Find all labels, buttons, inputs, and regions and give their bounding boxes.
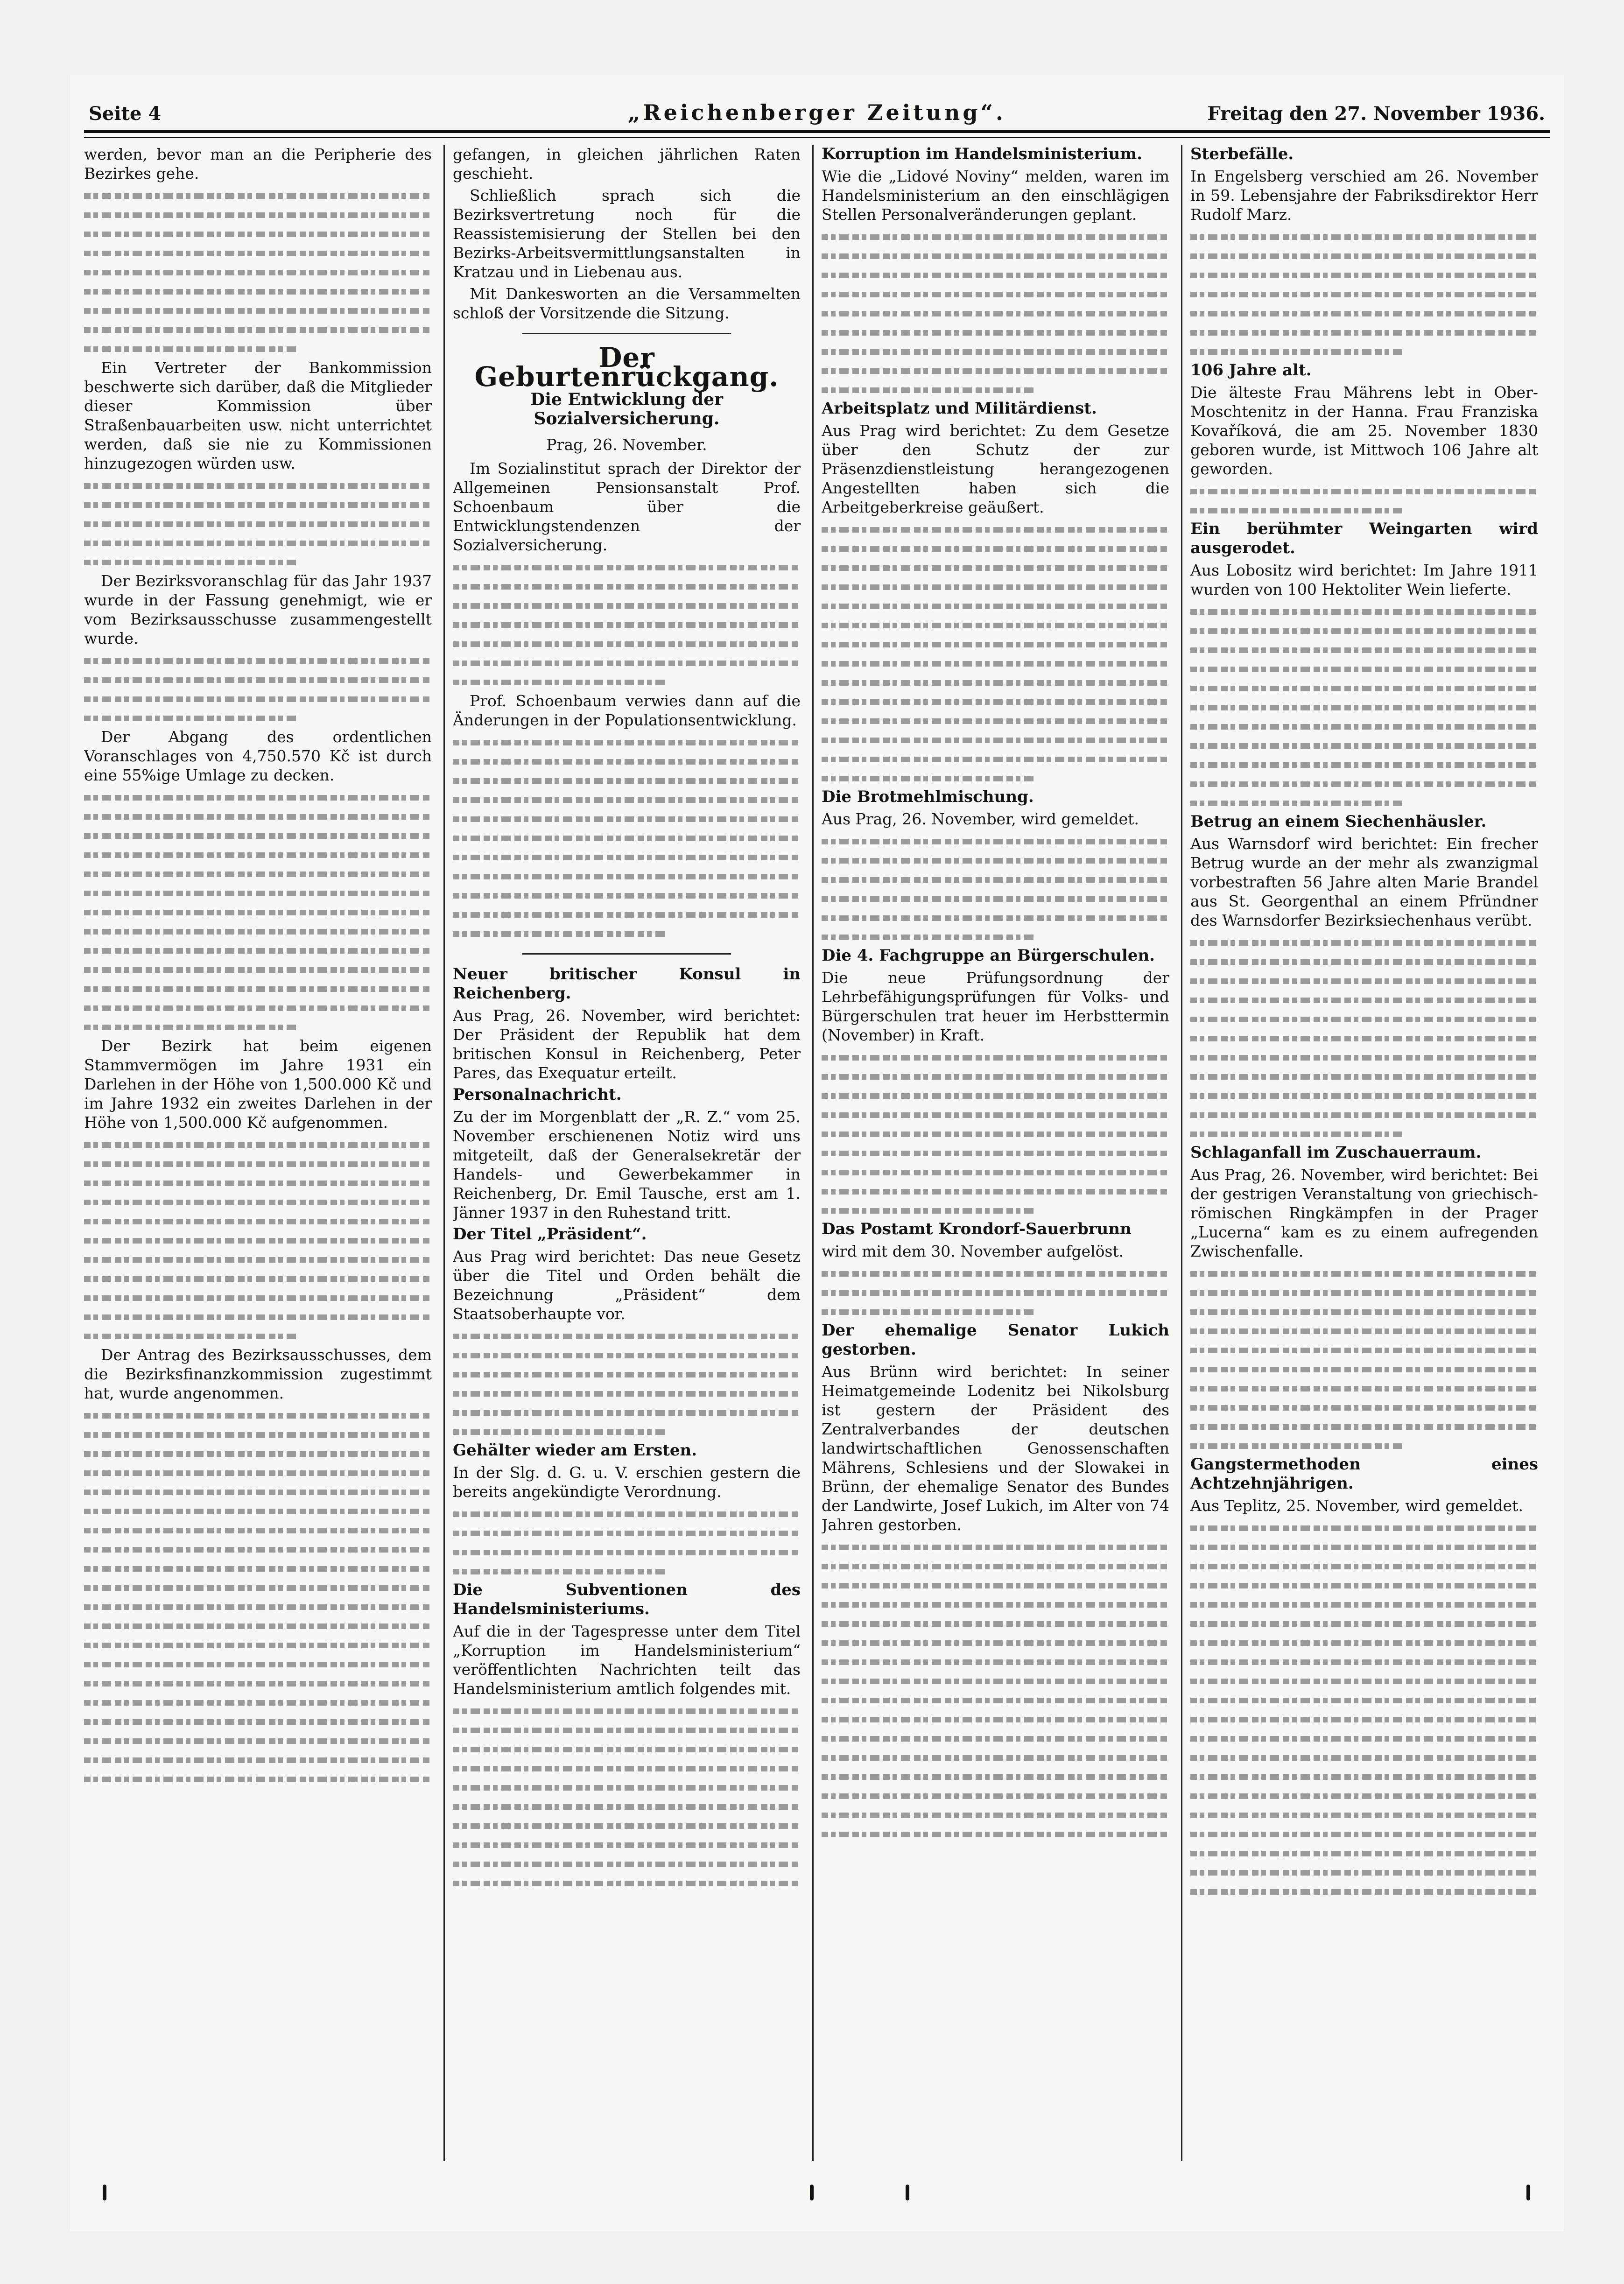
illegible-line bbox=[1190, 1595, 1538, 1614]
illegible-line bbox=[453, 1778, 801, 1797]
issue-date: Freitag den 27. November 1936. bbox=[1207, 103, 1545, 125]
illegible-line bbox=[822, 380, 1037, 399]
illegible-line bbox=[453, 1797, 801, 1816]
news-headline: Die Brotmehlmischung. bbox=[822, 787, 1034, 806]
news-headline: Das Postamt Krondorf-Sauerbrunn bbox=[822, 1220, 1132, 1238]
illegible-line bbox=[84, 1192, 432, 1211]
illegible-line bbox=[822, 634, 1169, 654]
illegible-line bbox=[1190, 1824, 1538, 1843]
illegible-line bbox=[84, 281, 432, 301]
illegible-line bbox=[453, 847, 801, 866]
illegible-line bbox=[822, 1729, 1169, 1748]
illegible-line bbox=[1190, 1105, 1538, 1124]
illegible-line bbox=[453, 653, 801, 672]
col3-paragraph: Die neue Prüfungsordnung der Lehrbefähigungsprüfungen für Volks- und Bürgerschulen trat heuer im Herbsttermin (November) in Kraft. bbox=[822, 969, 1169, 1044]
illegible-line bbox=[822, 673, 1169, 692]
news-headline: Sterbefälle. bbox=[1190, 145, 1294, 163]
illegible-line bbox=[453, 1403, 801, 1422]
illegible-line bbox=[822, 1143, 1169, 1162]
masthead-rule bbox=[84, 130, 1550, 133]
illegible-line bbox=[822, 1652, 1169, 1671]
illegible-line bbox=[84, 514, 432, 533]
col2-paragraph: Prof. Schoenbaum verwies dann auf die Änderungen in der Populationsentwicklung. bbox=[453, 692, 801, 729]
illegible-line bbox=[822, 1671, 1169, 1690]
illegible-line bbox=[84, 1616, 432, 1635]
illegible-line bbox=[822, 908, 1169, 927]
news-headline: Personalnachricht. bbox=[453, 1085, 622, 1104]
illegible-line bbox=[84, 1520, 432, 1539]
illegible-line bbox=[1190, 933, 1538, 952]
illegible-line bbox=[1190, 755, 1538, 774]
illegible-line bbox=[822, 711, 1169, 730]
illegible-line bbox=[822, 1575, 1169, 1595]
illegible-line bbox=[84, 1135, 432, 1154]
illegible-line bbox=[453, 1758, 801, 1778]
illegible-line bbox=[1190, 774, 1538, 793]
illegible-line bbox=[822, 615, 1169, 634]
news-headline: Der ehemalige Senator Lukich gestorben. bbox=[822, 1321, 1169, 1359]
illegible-line bbox=[822, 1786, 1169, 1805]
illegible-line bbox=[84, 1712, 432, 1731]
illegible-line bbox=[822, 850, 1169, 870]
illegible-line bbox=[822, 520, 1169, 539]
illegible-line bbox=[84, 1769, 432, 1788]
news-headline: 106 Jahre alt. bbox=[1190, 361, 1312, 379]
column-rule bbox=[812, 145, 814, 2161]
news-headline: Gehälter wieder am Ersten. bbox=[453, 1441, 697, 1460]
illegible-line bbox=[84, 921, 432, 941]
illegible-line bbox=[1190, 1321, 1538, 1340]
article-subheadline: Die Entwicklung der Sozialversicherung. bbox=[530, 390, 723, 429]
news-headline: Der Titel „Präsident“. bbox=[453, 1225, 647, 1244]
col1-paragraph: Der Bezirksvoranschlag für das Jahr 1937 wurde in der Fassung genehmigt, wie er vom Bezirksausschusse zusammengestellt wurde. bbox=[84, 572, 432, 647]
illegible-line bbox=[1190, 1359, 1538, 1378]
illegible-line bbox=[84, 979, 432, 998]
illegible-line bbox=[822, 596, 1169, 615]
illegible-line bbox=[1190, 793, 1406, 812]
illegible-line bbox=[1190, 736, 1538, 755]
illegible-line bbox=[1190, 1786, 1538, 1805]
col4-paragraph: Die älteste Frau Mährens lebt in Ober-Moschtenitz in der Hanna. Frau Franziska Kovaříková, die am 25. November 1830 geboren wurde, ist Mittwoch 106 Jahre alt geworden. bbox=[1190, 383, 1538, 478]
illegible-line bbox=[1190, 1086, 1538, 1105]
illegible-line bbox=[822, 654, 1169, 673]
col2-paragraph: Auf die in der Tagespresse unter dem Titel „Korruption im Handelsministerium“ veröffentlichten Nachrichten teilt das Handelsministerium amtlich folgendes mit. bbox=[453, 1622, 801, 1698]
illegible-line bbox=[1190, 1614, 1538, 1633]
illegible-line bbox=[84, 339, 300, 358]
illegible-line bbox=[822, 303, 1169, 323]
illegible-line bbox=[1190, 1729, 1538, 1748]
illegible-line bbox=[1190, 500, 1406, 520]
illegible-line bbox=[453, 1384, 801, 1403]
col2-paragraph: In der Slg. d. G. u. V. erschien gestern die bereits angekündigte Verordnung. bbox=[453, 1463, 801, 1501]
illegible-line bbox=[1190, 990, 1538, 1009]
illegible-line bbox=[84, 1250, 432, 1269]
illegible-line bbox=[1190, 1067, 1538, 1086]
illegible-line bbox=[822, 1283, 1169, 1302]
illegible-line bbox=[822, 889, 1169, 908]
illegible-line bbox=[822, 323, 1169, 342]
col1-paragraph: Ein Vertreter der Bankommission beschwerte sich darüber, daß die Mitglieder dieser Kommission über Straßenbauarbeiten usw. nicht unterrichtet werden, daß sie nie zu Kommissionen hinzugezogen würden usw. bbox=[84, 358, 432, 472]
illegible-line bbox=[84, 1635, 432, 1654]
news-headline: Arbeitsplatz und Militärdienst. bbox=[822, 399, 1097, 418]
col3-paragraph: Aus Prag wird berichtet: Zu dem Gesetze über den Schutz der zur Präsenzdienstleistung herangezogenen Angestellten haben sich die Arbeitgeberkreise geäußert. bbox=[822, 422, 1169, 516]
illegible-line bbox=[453, 596, 801, 615]
illegible-line bbox=[84, 320, 432, 339]
illegible-line bbox=[84, 960, 432, 979]
illegible-line bbox=[84, 533, 432, 552]
illegible-line bbox=[1190, 1398, 1538, 1417]
illegible-line bbox=[822, 246, 1169, 265]
illegible-line bbox=[1190, 284, 1538, 303]
illegible-line bbox=[84, 1539, 432, 1559]
col2-paragraph: Aus Prag wird berichtet: Das neue Gesetz über die Titel und Orden behält die Bezeichnung „Präsident“ dem Staatsoberhaupte vor. bbox=[453, 1247, 801, 1323]
newspaper-title: „Reichenberger Zeitung“. bbox=[627, 100, 1006, 125]
illegible-line bbox=[84, 1673, 432, 1693]
illegible-line bbox=[84, 845, 432, 864]
article-dateline: Prag, 26. November. bbox=[546, 436, 707, 454]
illegible-line bbox=[453, 771, 801, 790]
illegible-line bbox=[822, 1633, 1169, 1652]
illegible-line bbox=[1190, 1417, 1538, 1436]
illegible-line bbox=[84, 787, 432, 807]
illegible-line bbox=[84, 651, 432, 670]
col4-paragraph: Aus Prag, 26. November, wird berichtet: Bei der gestrigen Veranstaltung von griechisch-römischen Ringkämpfen in der Prager „Lucerna“ kam es zu einem aufregenden Zwischenfalle. bbox=[1190, 1166, 1538, 1260]
illegible-line bbox=[822, 1302, 1037, 1321]
illegible-line bbox=[84, 552, 300, 571]
column-3 bbox=[822, 145, 1169, 2152]
illegible-line bbox=[453, 576, 801, 596]
illegible-line bbox=[1190, 1009, 1538, 1028]
illegible-line bbox=[453, 672, 668, 691]
illegible-line bbox=[453, 1739, 801, 1758]
illegible-line bbox=[84, 998, 432, 1017]
illegible-line bbox=[453, 1873, 801, 1892]
illegible-line bbox=[453, 1422, 668, 1441]
illegible-line bbox=[84, 670, 432, 689]
illegible-line bbox=[84, 243, 432, 262]
col3-paragraph: wird mit dem 30. November aufgelöst. bbox=[822, 1242, 1124, 1260]
illegible-line bbox=[453, 1701, 801, 1720]
illegible-line bbox=[822, 577, 1169, 596]
illegible-line bbox=[453, 1326, 801, 1345]
illegible-line bbox=[84, 1307, 432, 1326]
illegible-line bbox=[1190, 952, 1538, 971]
illegible-line bbox=[1190, 1767, 1538, 1786]
column-1 bbox=[84, 145, 432, 2152]
illegible-line bbox=[1190, 1843, 1538, 1862]
illegible-line bbox=[1190, 1805, 1538, 1824]
col1-paragraph: Der Bezirk hat beim eigenen Stammvermögen im Jahre 1931 ein Darlehen in der Höhe von 1,500.000 Kč und im Jahre 1932 ein zweites Darlehen in der Höhe von 1,500.000 Kč aufgenommen. bbox=[84, 1037, 432, 1131]
illegible-line bbox=[84, 1654, 432, 1673]
illegible-line bbox=[822, 1824, 1169, 1843]
illegible-line bbox=[822, 1105, 1169, 1124]
illegible-line bbox=[1190, 1882, 1538, 1901]
illegible-line bbox=[453, 1561, 668, 1581]
illegible-line bbox=[453, 809, 801, 828]
illegible-line bbox=[1190, 697, 1538, 717]
illegible-line bbox=[1190, 303, 1538, 323]
illegible-line bbox=[822, 730, 1169, 749]
illegible-line bbox=[822, 1709, 1169, 1729]
illegible-line bbox=[84, 1017, 300, 1036]
illegible-line bbox=[84, 807, 432, 826]
illegible-line bbox=[84, 1597, 432, 1616]
illegible-line bbox=[84, 1154, 432, 1173]
register-mark bbox=[810, 2185, 814, 2200]
news-headline: Die 4. Fachgruppe an Bürgerschulen. bbox=[822, 946, 1155, 965]
illegible-line bbox=[1190, 621, 1538, 640]
column-rule bbox=[1181, 145, 1182, 2161]
illegible-line bbox=[84, 1406, 432, 1425]
news-headline: Die Subventionen des Handelsministeriums. bbox=[453, 1581, 801, 1618]
illegible-line bbox=[822, 1124, 1169, 1143]
illegible-line bbox=[822, 1690, 1169, 1709]
illegible-line bbox=[453, 1364, 801, 1384]
illegible-line bbox=[822, 1067, 1169, 1086]
illegible-line bbox=[1190, 1709, 1538, 1729]
col2-paragraph: Im Sozialinstitut sprach der Direktor der Allgemeinen Pensionsanstalt Prof. Schoenbaum über die Entwicklungstendenzen der Sozialversicherung. bbox=[453, 459, 801, 554]
article-headline: Der Geburtenrückgang. bbox=[474, 342, 779, 393]
illegible-line bbox=[1190, 1283, 1538, 1302]
illegible-line bbox=[453, 1345, 801, 1364]
col3-paragraph: Aus Prag, 26. November, wird gemeldet. bbox=[822, 810, 1139, 828]
illegible-line bbox=[453, 557, 801, 576]
illegible-line bbox=[84, 301, 432, 320]
col4-paragraph: Aus Lobositz wird berichtet: Im Jahre 1911 wurden von 100 Hektoliter Wein lieferte. bbox=[1190, 561, 1538, 598]
illegible-line bbox=[453, 924, 668, 943]
illegible-line bbox=[453, 615, 801, 634]
illegible-line bbox=[822, 558, 1169, 577]
illegible-line bbox=[84, 1211, 432, 1230]
illegible-line bbox=[453, 732, 801, 752]
illegible-line bbox=[84, 262, 432, 281]
illegible-line bbox=[84, 689, 432, 708]
illegible-line bbox=[822, 227, 1169, 246]
col2-paragraph: Schließlich sprach sich die Bezirksvertretung noch für die Reassistemisierung der Stellen bei den Bezirks-Arbeitsvermittlungsanstalten in Kratzau und in Liebenau aus. bbox=[453, 186, 801, 281]
illegible-line bbox=[84, 1230, 432, 1250]
illegible-line bbox=[453, 752, 801, 771]
illegible-line bbox=[84, 1288, 432, 1307]
illegible-line bbox=[822, 1162, 1169, 1181]
illegible-line bbox=[822, 1614, 1169, 1633]
illegible-line bbox=[453, 1816, 801, 1835]
illegible-line bbox=[822, 768, 1037, 787]
illegible-line bbox=[84, 1269, 432, 1288]
illegible-line bbox=[84, 186, 432, 205]
col2-paragraph: Mit Dankesworten an die Versammelten schloß der Vorsitzende die Sitzung. bbox=[453, 285, 801, 322]
illegible-line bbox=[1190, 659, 1538, 678]
illegible-line bbox=[84, 1693, 432, 1712]
illegible-line bbox=[453, 866, 801, 885]
illegible-line bbox=[822, 692, 1169, 711]
illegible-line bbox=[1190, 227, 1538, 246]
masthead-rule-thin bbox=[84, 137, 1550, 138]
article-separator bbox=[522, 333, 731, 334]
illegible-line bbox=[84, 864, 432, 883]
illegible-line bbox=[1190, 1028, 1538, 1047]
illegible-line bbox=[453, 828, 801, 847]
column-rule bbox=[443, 145, 445, 2161]
bottom-register-marks bbox=[70, 2185, 1564, 2213]
illegible-line bbox=[822, 1086, 1169, 1105]
illegible-line bbox=[1190, 1124, 1406, 1143]
illegible-line bbox=[822, 539, 1169, 558]
illegible-line bbox=[822, 831, 1169, 850]
illegible-line bbox=[822, 1181, 1169, 1201]
illegible-line bbox=[84, 1501, 432, 1520]
news-headline: Betrug an einem Siechenhäusler. bbox=[1190, 812, 1487, 831]
illegible-line bbox=[84, 708, 300, 727]
illegible-line bbox=[1190, 678, 1538, 697]
illegible-line bbox=[1190, 1436, 1406, 1455]
illegible-line bbox=[822, 1201, 1037, 1220]
col4-paragraph: In Engelsberg verschied am 26. November in 59. Lebensjahre der Fabriksdirektor Herr Rudolf Marz. bbox=[1190, 167, 1538, 224]
col2-paragraph: gefangen, in gleichen jährlichen Raten geschieht. bbox=[453, 145, 801, 183]
illegible-line bbox=[1190, 1518, 1538, 1537]
illegible-line bbox=[822, 1556, 1169, 1575]
illegible-line bbox=[84, 224, 432, 243]
illegible-line bbox=[84, 1326, 300, 1345]
illegible-line bbox=[84, 205, 432, 224]
illegible-line bbox=[822, 1595, 1169, 1614]
illegible-line bbox=[453, 634, 801, 653]
illegible-line bbox=[822, 361, 1169, 380]
illegible-line bbox=[453, 790, 801, 809]
illegible-line bbox=[1190, 1537, 1538, 1556]
illegible-line bbox=[453, 1504, 801, 1523]
illegible-line bbox=[1190, 323, 1538, 342]
illegible-line bbox=[1190, 1633, 1538, 1652]
illegible-line bbox=[84, 826, 432, 845]
illegible-line bbox=[822, 749, 1169, 768]
illegible-line bbox=[822, 870, 1169, 889]
illegible-line bbox=[84, 883, 432, 902]
illegible-line bbox=[453, 1523, 801, 1542]
illegible-line bbox=[1190, 717, 1538, 736]
illegible-line bbox=[84, 495, 432, 514]
col2-paragraph: Zu der im Morgenblatt der „R. Z.“ vom 25. November erschienenen Notiz wird uns mitgeteilt, daß der Generalsekretär der Handels- und Gewerbekammer in Reichenberg, Dr. Emil Tausche, erst am 1. Jänner 1937 in den Ruhestand tritt. bbox=[453, 1108, 801, 1222]
illegible-line bbox=[1190, 1671, 1538, 1690]
illegible-line bbox=[453, 1854, 801, 1873]
illegible-line bbox=[1190, 1047, 1538, 1067]
register-mark bbox=[906, 2185, 909, 2200]
illegible-line bbox=[84, 1559, 432, 1578]
illegible-line bbox=[84, 1425, 432, 1444]
register-mark bbox=[1526, 2185, 1530, 2200]
illegible-line bbox=[453, 885, 801, 905]
illegible-line bbox=[1190, 1652, 1538, 1671]
page-number: Seite 4 bbox=[89, 103, 162, 125]
illegible-line bbox=[453, 1542, 801, 1561]
illegible-line bbox=[84, 1482, 432, 1501]
illegible-line bbox=[84, 476, 432, 495]
register-mark bbox=[103, 2185, 106, 2200]
illegible-line bbox=[84, 1173, 432, 1192]
illegible-line bbox=[1190, 1748, 1538, 1767]
col3-paragraph: Aus Brünn wird berichtet: In seiner Heimatgemeinde Lodenitz bei Nikolsburg ist gestern der Präsident des Zentralverbandes der deutschen landwirtschaftlichen Genossenschaften Mährens, Schlesiens und der Slowakei in Brünn, der ehemalige Senator des Bundes der Landwirte, Josef Lukich, im Alter von 74 Jahren gestorben. bbox=[822, 1363, 1169, 1534]
illegible-line bbox=[1190, 1264, 1538, 1283]
illegible-line bbox=[822, 1805, 1169, 1824]
col1-paragraph: Der Antrag des Bezirksausschusses, dem die Bezirksfinanzkommission zugestimmt hat, wurde angenommen. bbox=[84, 1346, 432, 1402]
illegible-line bbox=[84, 1750, 432, 1769]
column-2 bbox=[453, 145, 801, 2152]
col4-paragraph: Aus Teplitz, 25. November, wird gemeldet. bbox=[1190, 1497, 1523, 1515]
illegible-line bbox=[822, 927, 1037, 946]
illegible-line bbox=[84, 1578, 432, 1597]
illegible-line bbox=[1190, 1862, 1538, 1882]
illegible-line bbox=[1190, 1575, 1538, 1595]
illegible-line bbox=[1190, 1302, 1538, 1321]
illegible-line bbox=[822, 1264, 1169, 1283]
illegible-line bbox=[84, 1731, 432, 1750]
illegible-line bbox=[822, 265, 1169, 284]
illegible-line bbox=[1190, 265, 1538, 284]
illegible-line bbox=[1190, 1690, 1538, 1709]
illegible-line bbox=[1190, 1556, 1538, 1575]
illegible-line bbox=[1190, 1340, 1538, 1359]
illegible-line bbox=[1190, 602, 1538, 621]
illegible-line bbox=[822, 1767, 1169, 1786]
news-headline: Neuer britischer Konsul in Reichenberg. bbox=[453, 965, 801, 1003]
col1-paragraph: Der Abgang des ordentlichen Voranschlages von 4,750.570 Kč ist durch eine 55%ige Umlage zu decken. bbox=[84, 728, 432, 784]
news-headline: Gangstermethoden eines Achtzehnjährigen. bbox=[1190, 1455, 1538, 1493]
column-4 bbox=[1190, 145, 1538, 2152]
illegible-line bbox=[822, 1537, 1169, 1556]
illegible-line bbox=[453, 1835, 801, 1854]
col4-paragraph: Aus Warnsdorf wird berichtet: Ein frecher Betrug wurde an der mehr als zwanzigmal vorbestraften 56 Jahre alten Marie Brandel aus St. Georgenthal an einem Pfründner des Warnsdorfer Bezirksiechenhaus verübt. bbox=[1190, 835, 1538, 929]
illegible-line bbox=[1190, 1378, 1538, 1398]
illegible-line bbox=[84, 1444, 432, 1463]
illegible-line bbox=[822, 342, 1169, 361]
illegible-line bbox=[453, 905, 801, 924]
illegible-line bbox=[84, 941, 432, 960]
illegible-line bbox=[822, 1748, 1169, 1767]
illegible-line bbox=[84, 1463, 432, 1482]
article-separator bbox=[522, 953, 731, 955]
news-headline: Schlaganfall im Zuschauerraum. bbox=[1190, 1143, 1482, 1162]
news-headline: Ein berühmter Weingarten wird ausgerodet. bbox=[1190, 520, 1538, 557]
illegible-line bbox=[822, 284, 1169, 303]
newspaper-page bbox=[70, 75, 1564, 2231]
col3-paragraph: Wie die „Lidové Noviny“ melden, waren im Handelsministerium an den einschlägigen Stellen Personalveränderungen geplant. bbox=[822, 167, 1169, 224]
illegible-line bbox=[1190, 971, 1538, 990]
illegible-line bbox=[84, 902, 432, 921]
illegible-line bbox=[822, 1047, 1169, 1067]
masthead bbox=[70, 93, 1564, 140]
illegible-line bbox=[1190, 342, 1406, 361]
illegible-line bbox=[1190, 246, 1538, 265]
col1-paragraph: werden, bevor man an die Peripherie des Bezirkes gehe. bbox=[84, 145, 432, 183]
col2-paragraph: Aus Prag, 26. November, wird berichtet: Der Präsident der Republik hat dem britischen Konsul in Reichenberg, Peter Pares, das Exequatur erteilt. bbox=[453, 1006, 801, 1082]
illegible-line bbox=[1190, 481, 1538, 500]
illegible-line bbox=[1190, 640, 1538, 659]
illegible-line bbox=[453, 1720, 801, 1739]
news-headline: Korruption im Handelsministerium. bbox=[822, 145, 1143, 163]
